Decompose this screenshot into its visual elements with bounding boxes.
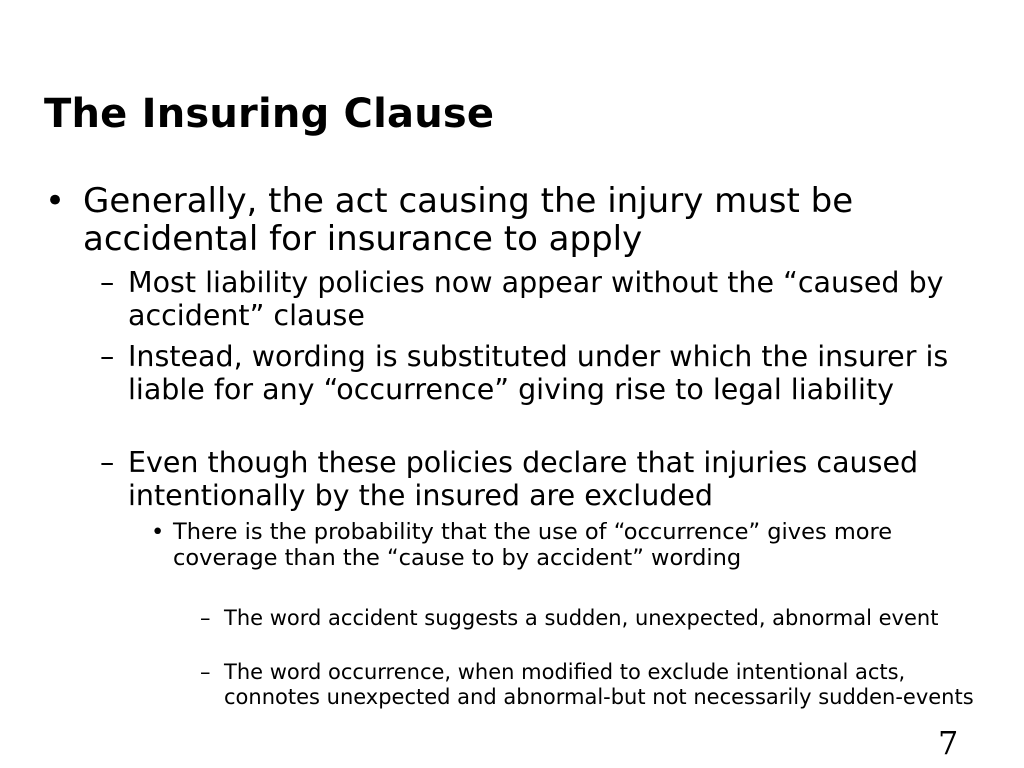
slide-title: The Insuring Clause (44, 91, 495, 137)
bullet-text: The word occurrence, when modified to exclude intentional acts, connotes unexpected and abnormal-but not necessarily sudden-events (224, 660, 974, 709)
bullet-level-3 (151, 519, 973, 571)
bullet-text: The word accident suggests a sudden, unexpected, abnormal event (224, 606, 939, 630)
bullet-text: There is the probability that the use of “occurrence” gives more coverage than the “cause to by accident” wording (173, 519, 893, 571)
bullet-marker: • (151, 519, 165, 545)
bullet-text: Instead, wording is substituted under which the insurer is liable for any “occurrence” giving rise to legal liability (128, 340, 949, 406)
bullet-level-2 (100, 340, 988, 406)
dash-marker: – (200, 606, 211, 630)
dash-marker: – (100, 446, 115, 479)
bullet-marker: • (45, 181, 66, 221)
page-number: 7 (938, 724, 959, 762)
bullet-text: Generally, the act causing the injury must be accidental for insurance to apply (83, 181, 854, 259)
dash-marker: – (100, 340, 115, 373)
bullet-level-4 (200, 606, 984, 631)
bullet-level-1 (45, 181, 983, 259)
dash-marker: – (100, 266, 115, 299)
bullet-level-2 (100, 446, 988, 512)
bullet-level-4 (200, 660, 984, 710)
bullet-text: Most liability policies now appear without the “caused by accident” clause (128, 266, 944, 332)
dash-marker: – (200, 660, 211, 684)
bullet-text: Even though these policies declare that injuries caused intentionally by the insured are excluded (128, 446, 919, 512)
bullet-level-2 (100, 266, 988, 332)
